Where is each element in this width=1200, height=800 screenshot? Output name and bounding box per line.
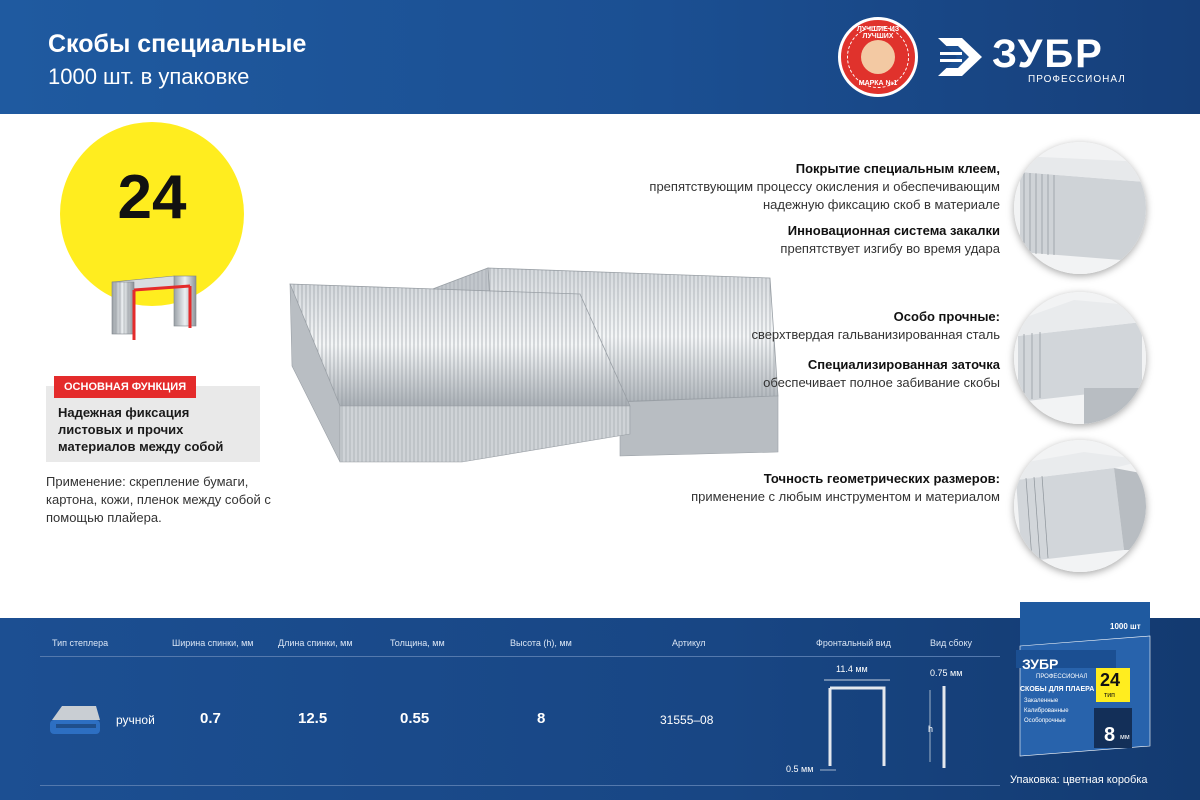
package-size: 8 [1104,724,1116,746]
feature-sharpening [620,356,1000,392]
package-type-word: тип [1104,692,1115,699]
col-header-side-view: Вид сбоку [930,638,972,648]
height-value: 8 [537,710,546,727]
article-value: 31555–08 [660,713,714,727]
feature-title: Инновационная система закалки [787,223,1000,238]
package-bullet: Калиброванные [1024,708,1069,714]
feature-precision [620,470,1000,506]
feature-adhesive [620,160,1000,214]
col-header-stapler-type: Тип степлера [52,638,109,648]
table-divider [40,785,1000,786]
package-caption: Упаковка: цветная коробка [1010,774,1148,786]
col-header-thickness: Толщина, мм [390,638,445,648]
feature-strength [620,308,1000,344]
brand-mark-icon [936,32,986,82]
brand-subtitle: ПРОФЕССИОНАЛ [1028,74,1126,85]
stapler-pliers-icon [48,702,104,736]
staple-closeup-icon [1014,292,1146,424]
staple-icon [104,268,204,350]
table-divider [40,656,1000,657]
front-view-diagram [820,676,900,776]
feature-text: препятствует изгибу во время удара [780,241,1000,256]
package-bullet: Особопрочные [1024,718,1066,724]
thumbs-up-icon [861,40,895,74]
package-count: 1000 шт [1110,622,1141,631]
main-function-label: ОСНОВНАЯ ФУНКЦИЯ [54,376,196,398]
col-header-crown-width: Ширина спинки, мм [172,638,254,648]
feature-text: препятствующим процессу окисления и обеспечивающим надежную фиксацию скоб в материале [649,179,1000,212]
crown-length-value: 12.5 [298,710,328,727]
feature-text: обеспечивает полное забивание скобы [763,375,1000,390]
page-title: Скобы специальные [48,30,307,58]
zoom-detail-precision [1014,440,1146,572]
zoom-detail-strength [1014,292,1146,424]
col-header-article: Артикул [672,638,706,648]
header-banner [0,0,1200,114]
staple-closeup-icon [1014,142,1146,274]
type-number: 24 [117,163,187,232]
col-header-height: Высота (h), мм [510,638,572,648]
package-brand: ЗУБР [1022,656,1059,672]
front-width-label: 11.4 мм [836,664,868,674]
feature-text: применение с любым инструментом и материалом [691,489,1000,504]
type-badge [60,122,244,352]
package-bullet: Закаленные [1024,698,1059,704]
main-function-text: Надежная фиксация листовых и прочих материалов между собой [58,405,224,454]
feature-hardening [620,222,1000,258]
col-header-front-view: Фронтальный вид [816,638,891,648]
package-product: СКОБЫ ДЛЯ ПЛАЕРА [1020,686,1095,693]
award-text-bottom: МАРКА №1 [858,80,898,87]
brand-name: ЗУБР [992,32,1104,76]
zoom-detail-adhesive [1014,142,1146,274]
package-size-unit: мм [1120,734,1130,741]
feature-text: сверхтвердая гальванизированная сталь [751,327,1000,342]
feature-title: Точность геометрических размеров: [763,471,1000,486]
staple-closeup-icon [1014,440,1146,572]
package-type-number: 24 [1100,670,1121,690]
col-header-crown-length: Длина спинки, мм [278,638,353,648]
thickness-value: 0.55 [400,710,430,727]
feature-title: Особо прочные: [893,309,1000,324]
package-brand-sub: ПРОФЕССИОНАЛ [1036,674,1088,680]
feature-title: Покрытие специальным клеем, [795,161,1000,176]
award-text-top: ЛУЧШИЕ ИЗ ЛУЧШИХ [856,26,900,40]
height-dimension-label: h [928,724,934,734]
award-badge [838,17,918,97]
page-subtitle: 1000 шт. в упаковке [48,64,250,89]
crown-width-value: 0.7 [200,710,221,727]
feature-title: Специализированная заточка [807,357,1000,372]
stapler-type-value: ручной [116,713,155,727]
front-leg-label: 0.5 мм [786,764,814,774]
side-thickness-label: 0.75 мм [930,668,963,678]
brand-logo [936,32,1166,92]
usage-text: Применение: скрепление бумаги, картона, кожи, пленок между собой с помощью плайера. [46,474,271,525]
